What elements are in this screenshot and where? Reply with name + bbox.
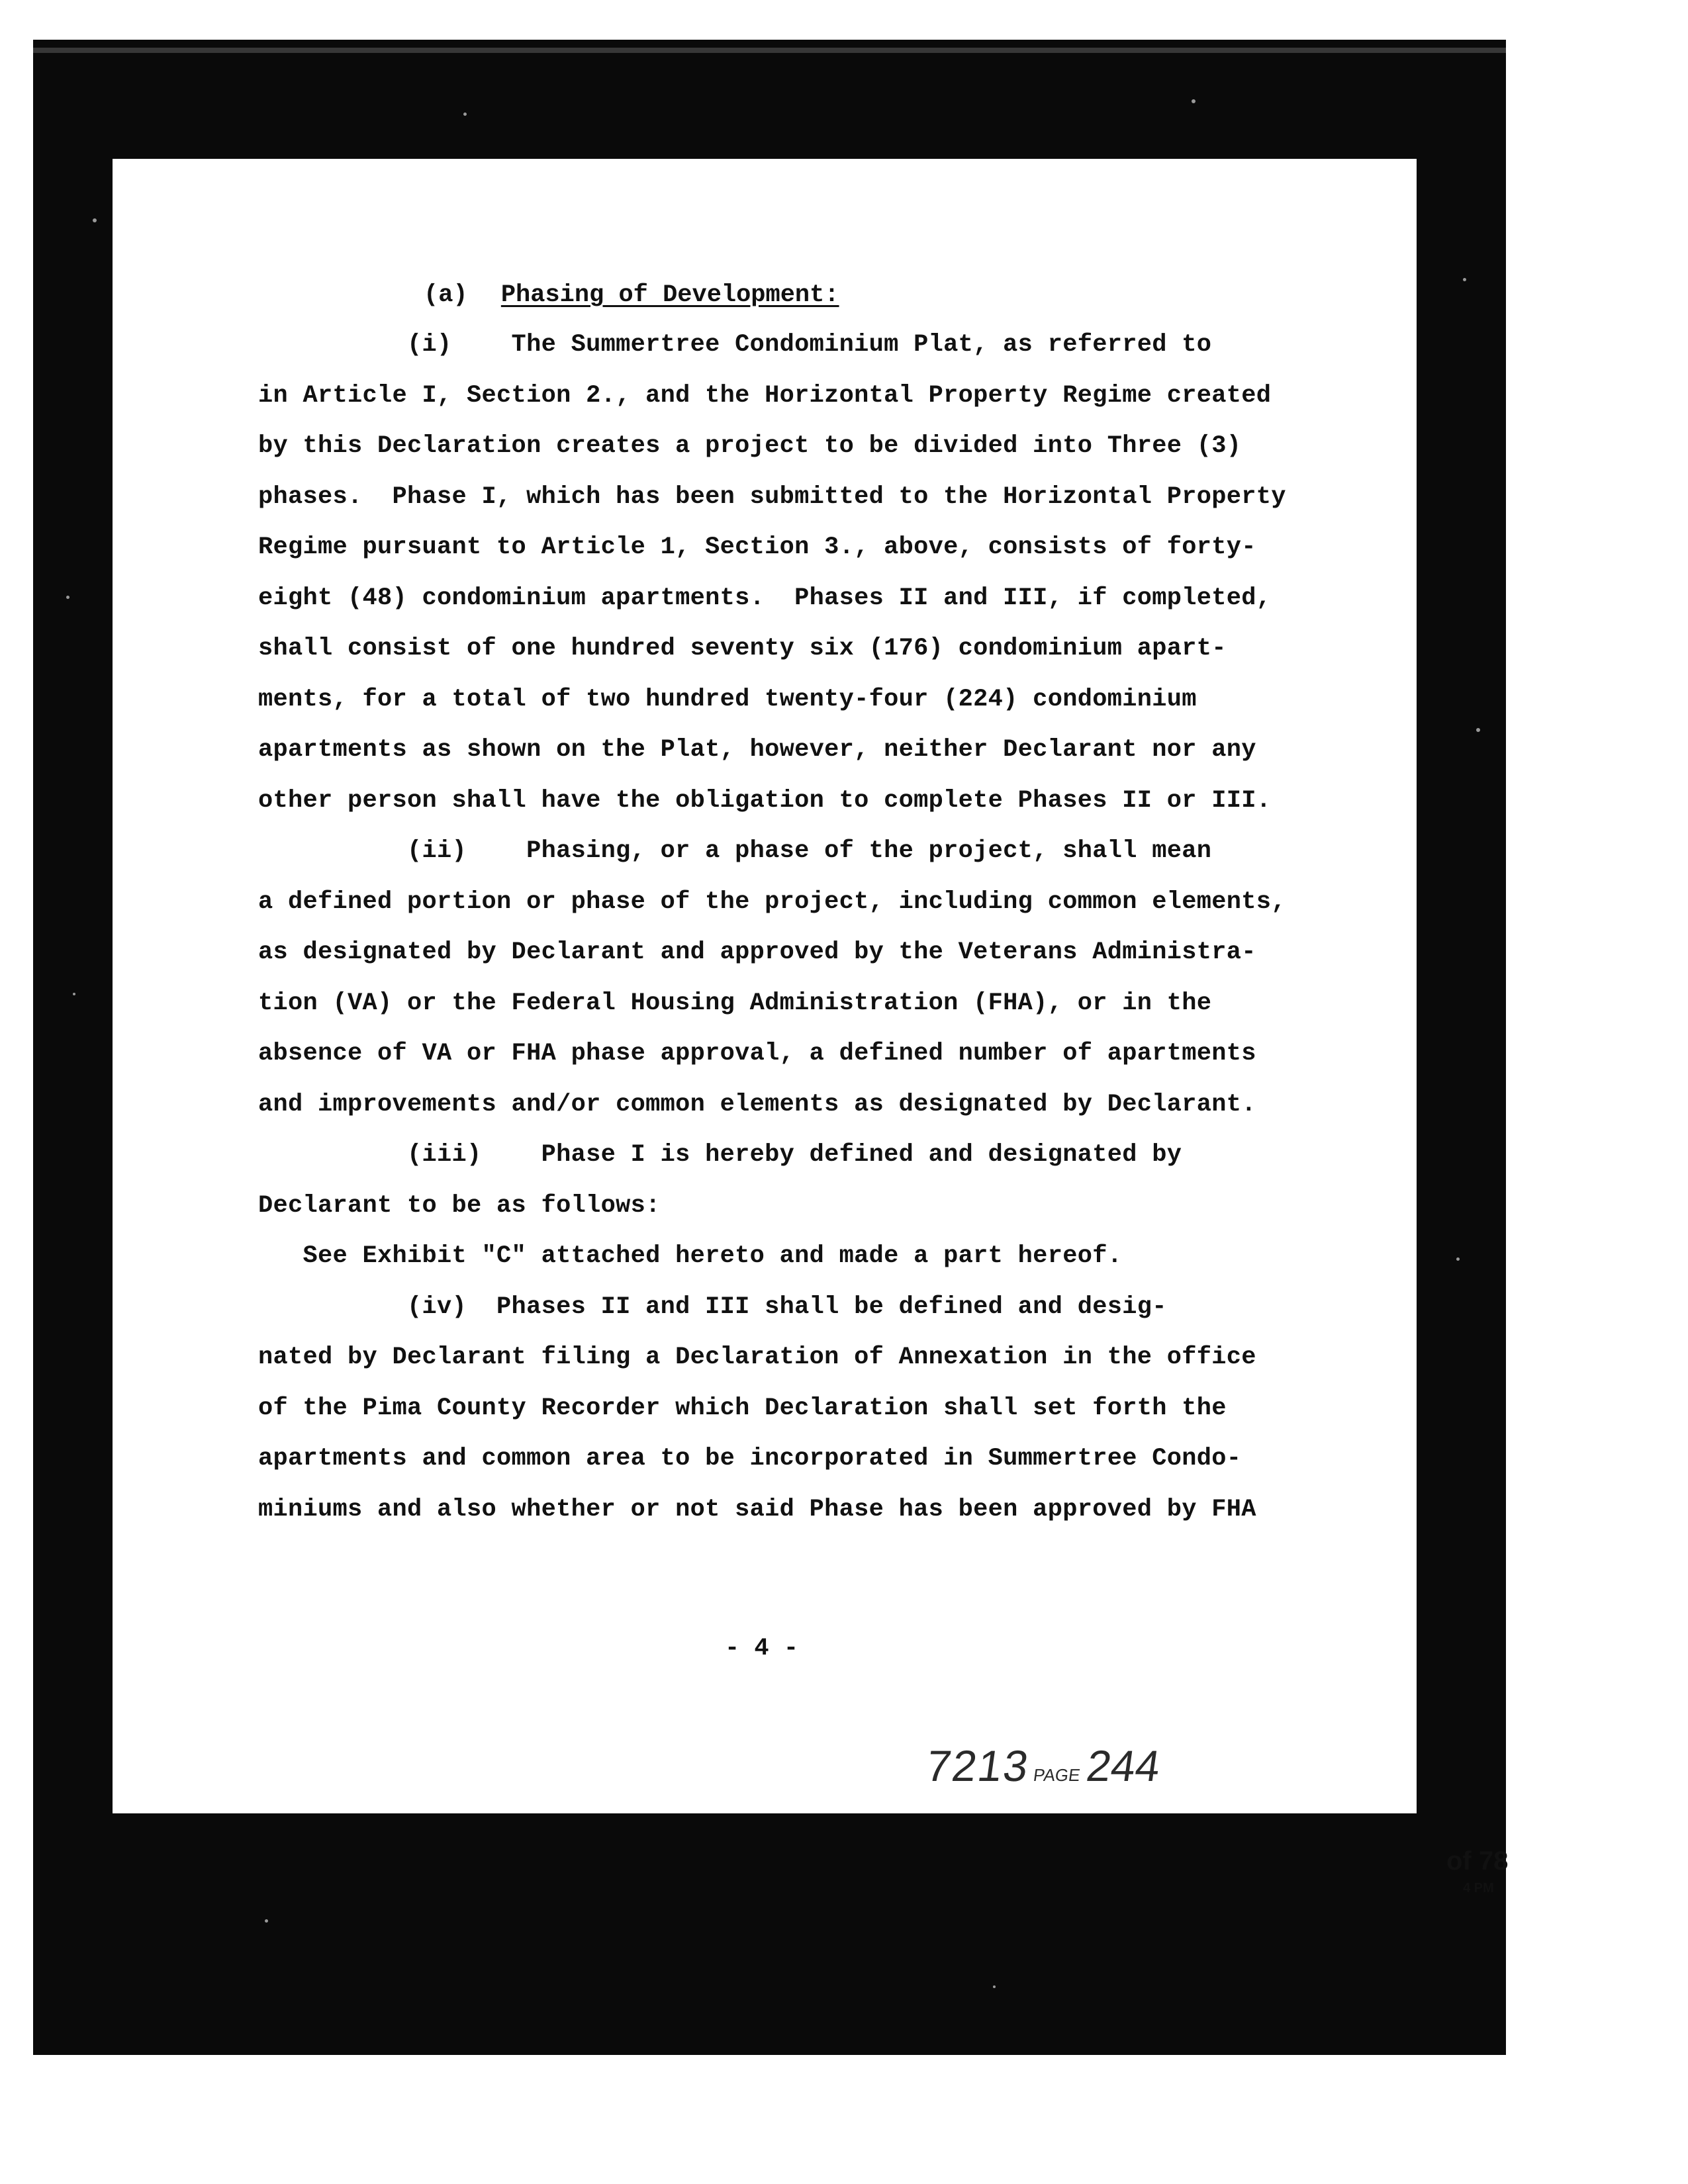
scan-edge	[33, 48, 1506, 53]
document-line: as designated by Declarant and approved by the Veterans Administra-	[258, 938, 1256, 966]
document-line: (iii) Phase I is hereby defined and designated by	[258, 1141, 1182, 1169]
section-heading	[424, 281, 839, 309]
document-line: Regime pursuant to Article 1, Section 3., above, consists of forty-	[258, 533, 1256, 561]
document-line: nated by Declarant filing a Declaration of Annexation in the office	[258, 1343, 1256, 1371]
document-line: eight (48) condominium apartments. Phases II and III, if completed,	[258, 584, 1272, 612]
document-line: in Article I, Section 2., and the Horizontal Property Regime created	[258, 381, 1272, 410]
document-line: and improvements and/or common elements as designated by Declarant.	[258, 1090, 1256, 1118]
scan-speck	[463, 113, 467, 116]
page-number: - 4 -	[725, 1635, 799, 1662]
document-line: (i) The Summertree Condominium Plat, as referred to	[258, 331, 1212, 359]
document-line: (iv) Phases II and III shall be defined and desig-	[258, 1293, 1167, 1321]
stamp-book-number: 7213	[923, 1741, 1033, 1790]
document-line: phases. Phase I, which has been submitted to the Horizontal Property	[258, 482, 1286, 511]
document-line: apartments and common area to be incorporated in Summertree Condo-	[258, 1445, 1242, 1473]
document-line: other person shall have the obligation to complete Phases II or III.	[258, 786, 1272, 815]
document-line: ments, for a total of two hundred twenty-four (224) condominium	[258, 685, 1197, 713]
section-label: (a)	[424, 281, 468, 309]
scan-speck	[1456, 1257, 1460, 1261]
document-line: absence of VA or FHA phase approval, a defined number of apartments	[258, 1040, 1256, 1068]
page-count: of 78	[1446, 1846, 1509, 1876]
scan-speck	[265, 1919, 268, 1923]
document-line: shall consist of one hundred seventy six (176) condominium apart-	[258, 635, 1227, 662]
scan-speck	[993, 1985, 996, 1988]
scan-speck	[73, 993, 75, 995]
document-line: of the Pima County Recorder which Declaration shall set forth the	[258, 1394, 1227, 1422]
recording-stamp	[923, 1741, 1164, 1791]
stamp-page-label: PAGE	[1032, 1765, 1082, 1785]
print-time: 4 PM	[1463, 1881, 1494, 1895]
section-title: Phasing of Development:	[500, 281, 839, 309]
document-line: Declarant to be as follows:	[258, 1191, 661, 1220]
document-line: miniums and also whether or not said Phase has been approved by FHA	[258, 1495, 1256, 1524]
scan-speck	[1192, 99, 1196, 103]
document-line: by this Declaration creates a project to be divided into Three (3)	[258, 432, 1242, 460]
document-line: See Exhibit "C" attached hereto and made a part hereof.	[258, 1242, 1123, 1270]
document-line: (ii) Phasing, or a phase of the project, shall mean	[258, 837, 1212, 865]
scan-speck	[1463, 278, 1466, 281]
scan-speck	[66, 596, 70, 599]
stamp-page-number: 244	[1083, 1741, 1164, 1790]
document-line: a defined portion or phase of the project, including common elements,	[258, 887, 1286, 916]
document-line: apartments as shown on the Plat, however, neither Declarant nor any	[258, 736, 1256, 764]
document-line: tion (VA) or the Federal Housing Administration (FHA), or in the	[258, 989, 1212, 1017]
scan-speck	[93, 218, 97, 222]
scan-speck	[1476, 728, 1480, 732]
